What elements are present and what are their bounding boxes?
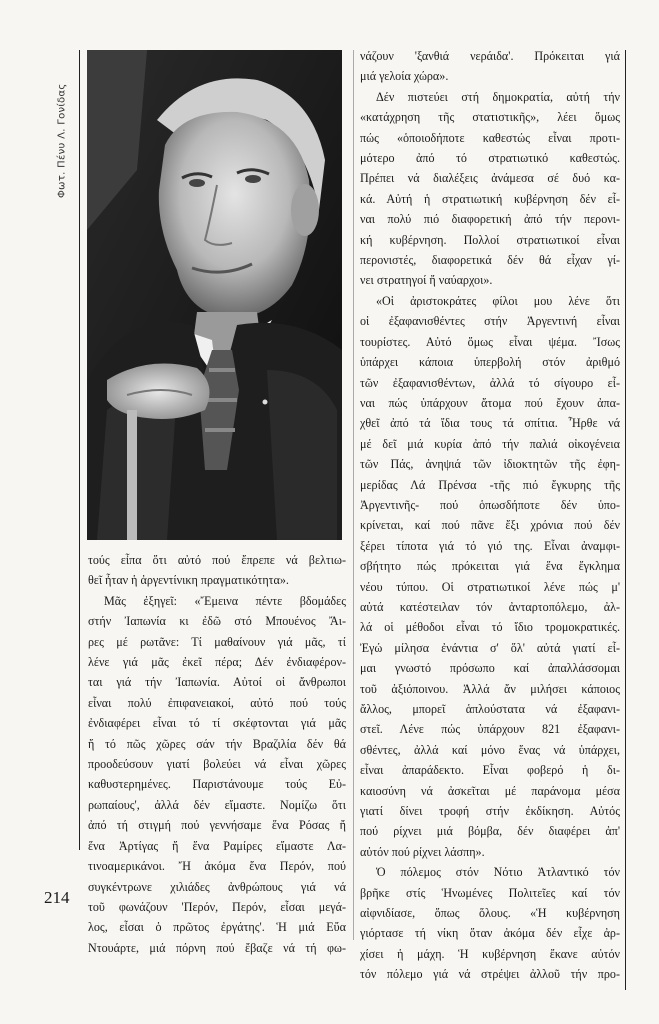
text-line: τουρίστες. Αὐτό ὅμως εἶναι ψέμα. Ἴσως: [360, 334, 620, 349]
text-line: χθεῖ ἀπό τά ἴδια τους τά σπίτια. Ἦρθε νά: [360, 416, 620, 431]
text-line: τῶν Πάς, ἀνηψιά τῶν ἰδιοκτητῶν τῆς ἐφη-: [360, 457, 620, 472]
text-line: ἐνδιαφέρει εἶναι τό τί σκέφτονται γιά μᾶς: [88, 716, 346, 731]
left-column: [88, 550, 346, 958]
text-line: μερίδας Λά Πρένσα -τῆς πιό ἔγκυρης τῆς: [360, 477, 620, 492]
text-line: πώς «ὁποιοδήποτε καθεστώς εἶναι προτι-: [360, 130, 620, 145]
text-line: Δέν πιστεύει στή δημοκρατία, αὐτή τήν: [376, 89, 620, 104]
text-line: ναι πώς ὑπάρχουν ἄτομα πού ἔχουν ἀπα-: [360, 395, 620, 410]
text-line: μέ δεῖ μιά κυρία ἀπό τήν παλιά οἰκογένεια: [360, 436, 620, 451]
portrait-photo: [87, 50, 342, 540]
text-line: «κατάχρηση τῆς στατιστικῆς», λέει ὅμως: [360, 110, 620, 125]
text-line: Μᾶς ἐξηγεῖ: «Ἔμεινα πέντε βδομάδες: [104, 593, 346, 608]
text-line: μότερο ἀπό τό στρατιωτικό καθεστώς.: [360, 151, 620, 166]
text-line: γιόρτασε τή νίκη ὅταν ἀκόμα δέν εἶχε ἀρ-: [360, 926, 620, 941]
text-line: ναι πολύ πιό διαφορετική ἀπό τήν περονι-: [360, 212, 620, 227]
text-line: νει στρατηγοί ἤ ναύαρχοι».: [360, 273, 493, 288]
text-line: ἕνα Ἀρτίγας ἤ ἕνα Ραμίρες εἴμαστε Λα-: [88, 838, 346, 853]
text-line: ἄλλος, μπορεῖ ἁπλούστατα νά ἐξαφανι-: [360, 702, 620, 716]
text-line: τινοαμερικάνοι. Ἤ ἀκόμα ἕνα Περόν, πού: [88, 859, 346, 874]
text-line: μιά γελοία χώρα».: [360, 69, 449, 84]
text-line: σθέντες, ἀλλά καί μόνο ἕνας νά ὑπάρχει,: [360, 742, 620, 757]
text-line: εἶναι πολύ ἐπιφανειακοί, αὐτό πού τούς: [88, 695, 346, 710]
text-line: κά. Αὐτή ἡ στρατιωτική κυβέρνηση δέν εἶ-: [360, 191, 620, 206]
text-line: Ἀργεντινῆς- πού ὁπωσδήποτε δέν ὑπο-: [360, 497, 620, 512]
text-line: μαι γνωστό πρόσωπο καί ἀπαλλάσσομαι: [360, 661, 620, 676]
right-margin-rule: [625, 50, 626, 990]
text-line: στήν Ἰαπωνία κι ἐδῶ στό Μπουένος Ἄι-: [88, 614, 346, 629]
text-line: βρῆκε στίς Ἡνωμένες Πολιτεῖες καί τόν: [360, 885, 620, 900]
text-line: ρες μέ ρωτᾶνε: Τί μαθαίνουν γιά μᾶς, τί: [88, 634, 346, 649]
text-line: ρωπαίους', ἀλλά δέν εἴμαστε. Νομίζω ὅτι: [88, 797, 346, 812]
text-line: ται γιά τήν Ἰαπωνία. Αὐτοί οἱ ἄνθρωποι: [88, 675, 346, 690]
text-line: σβήτητο πώς πρόκειται γιά ἕνα ἔγκλημα: [360, 559, 620, 574]
text-line: οἱ ἐξαφανισθέντες στήν Ἀργεντινή εἶναι: [360, 314, 620, 329]
text-line: στεῖ. Λένε πώς ὑπάρχουν 821 ἐξαφανι-: [360, 722, 620, 737]
text-line: καθυστερημένες. Παριστάνουμε τούς Εὐ-: [88, 777, 346, 792]
text-line: προοδεύσουν γιατί βολεύει νά εἶναι χῶρες: [88, 757, 346, 772]
text-line: νέου τύπου. Οἱ στρατιωτικοί λένε πώς μ': [360, 579, 620, 594]
text-line: τοῦ ἀξιόποινου. Ἀλλά ἄν μιλήσει κάποιος: [360, 681, 620, 696]
text-line: λένε γιά μᾶς ἐκεῖ πέρα; Δέν ἐνδιαφέρον-: [88, 655, 346, 670]
text-line: Ντουάρτε, μιά πόρνη πού ἔβαζε νά τή φω-: [88, 940, 346, 955]
photo-credit: Φωτ. Πένυ Λ. Γονίδας: [56, 83, 68, 198]
text-line: τῶν ἐξαφανισθέντων, ἀλλά τό σίγουρο εἶ-: [360, 375, 620, 390]
text-line: ἤ τό πῶς χῶρες σάν τήν Βραζιλία δέν θά: [88, 736, 346, 751]
text-line: αἰφνιδίασε, ὅπως ὅλους. «Ἡ κυβέρνηση: [360, 906, 620, 921]
text-line: χίσει ἡ μάχη. Ἡ κυβέρνηση ἔκανε αὐτόν: [360, 946, 620, 961]
left-margin-rule: [79, 50, 80, 850]
text-line: λος, εἶσαι ὁ πρῶτος ἐργάτης'. Ἡ μιά Εὔα: [88, 920, 346, 935]
text-line: «Οἱ ἀριστοκράτες φίλοι μου λένε ὅτι: [376, 293, 620, 308]
text-line: γιατί δίνει τροφή στήν ἐκδίκηση. Αὐτός: [360, 804, 620, 819]
text-line: τούς εἶπα ὅτι αὐτό πού ἔπρεπε νά βελτιω-: [88, 553, 346, 567]
text-line: Πρέπει νά διαλέξεις ἀνάμεσα σέ δυό κα-: [360, 171, 620, 186]
text-line: περονιστές, διαφορετικά δέν θά εἶχαν γί-: [360, 253, 620, 268]
text-line: Ὁ πόλεμος στόν Νότιο Ἀτλαντικό τόν: [376, 865, 620, 880]
text-line: ξέρει τίποτα γιά τό γιό της. Εἶναι ἀναμφι-: [360, 538, 620, 553]
text-line: αὐτά κατέστειλαν τόν ἀνταρτοπόλεμο, ἀλ-: [360, 599, 620, 614]
text-line: Ἐγώ μίλησα ἐνάντια σ' ὅλ' αὐτά γιατί εἶ-: [360, 640, 620, 655]
text-line: αὐτόν πού ρίχνει λάσπη».: [360, 844, 485, 859]
text-line: πού ρίχνει μιά βόμβα, δέν διαφέρει ἀπ': [360, 824, 620, 839]
text-line: συγκέντρωνε χιλιάδες ἀνθρώπους γιά νά: [88, 879, 346, 894]
text-line: τόν πόλεμο γιά νά στρέψει ἀλλοῦ τήν προ-: [360, 967, 620, 982]
text-line: ὑπάρχει κάποια ὑπερβολή στόν ἀριθμό: [360, 355, 620, 370]
text-line: εἶναι ἀπαράδεκτο. Εἶναι φοβερό ἡ δι-: [360, 763, 620, 778]
text-line: κή κυβέρνηση. Πολλοί στρατιωτικοί εἶναι: [360, 232, 620, 247]
text-line: θεῖ ἦταν ἡ ἀργεντίνικη πραγματικότητα».: [88, 573, 289, 588]
text-line: ἀπό τή στιγμή πού γεννήσαμε ἕνα Ρόσας ἤ: [88, 818, 346, 833]
text-line: καιοσύνη νά ἀσκεῖται μέ παράνομα μέσα: [360, 783, 620, 798]
portrait-illustration: [87, 50, 342, 540]
right-column: [360, 46, 620, 985]
text-line: κρίνεται, καί πού πᾶνε ἔξι χρόνια πού δέν: [360, 518, 620, 533]
column-divider: [353, 50, 354, 940]
text-line: νάζουν 'ξανθιά νεράιδα'. Πρόκειται γιά: [360, 49, 620, 63]
text-line: λά οἱ μέθοδοι εἶναι τό ἴδιο τρομοκρατικές.: [360, 620, 620, 635]
page-number: 214: [44, 888, 70, 907]
text-line: τοῦ φωνάζουν 'Περόν, Περόν, εἶσαι μεγά-: [88, 899, 346, 914]
